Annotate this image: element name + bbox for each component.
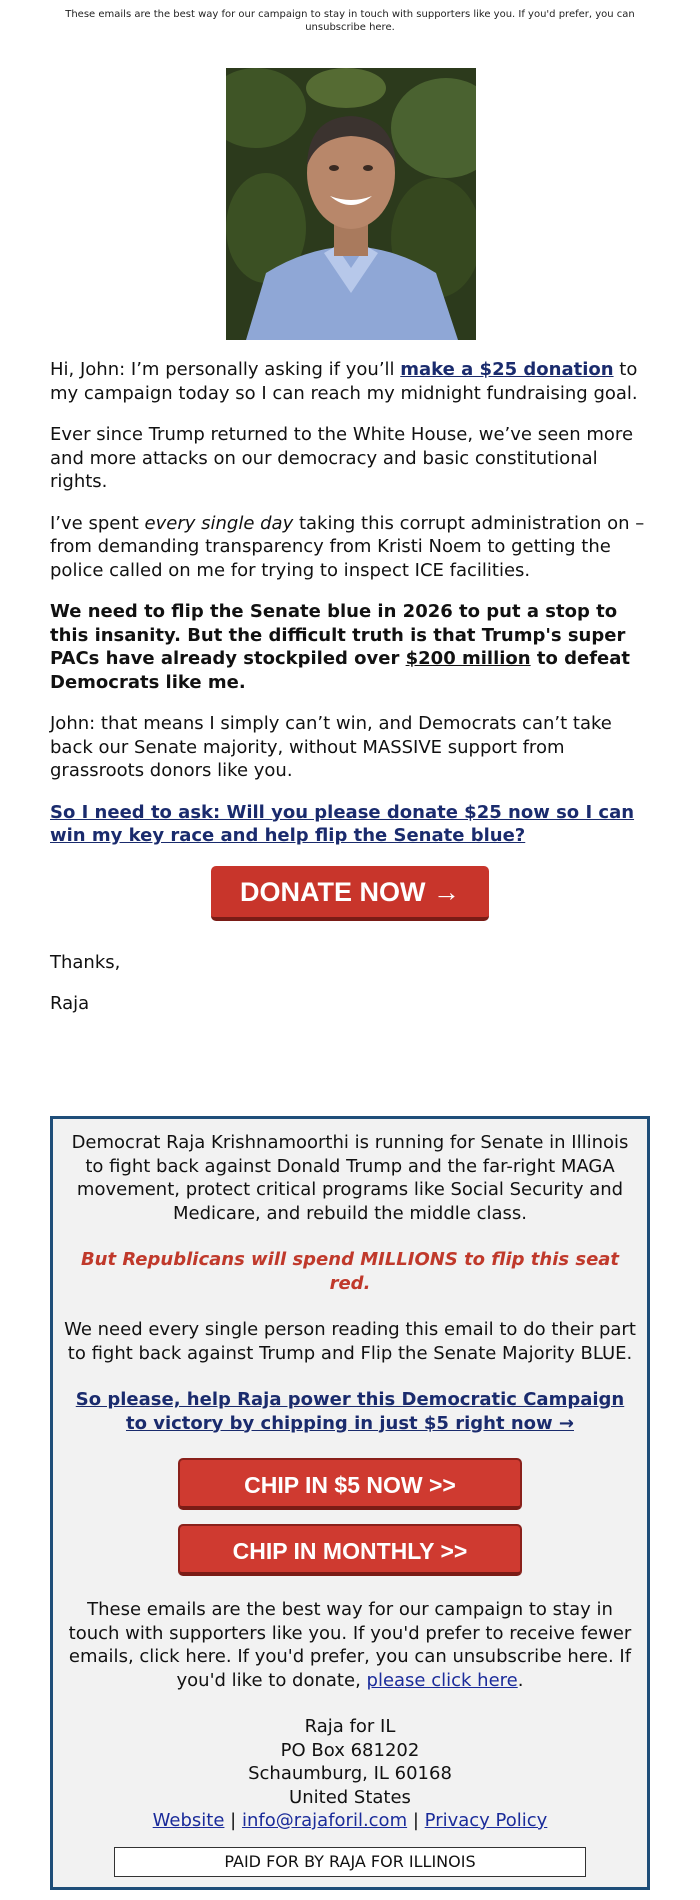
trump-paragraph: Ever since Trump returned to the White House, we’ve seen more and more attacks on our democracy and basic constitutional rights. [50, 424, 634, 492]
every-day-text: I’ve spent [50, 512, 145, 534]
signoff [50, 951, 650, 1016]
flip-senate-text-end: to defeat Democrats like me. [50, 648, 630, 693]
link-separator: | [412, 1810, 419, 1831]
footer-box [50, 1116, 650, 1890]
website-link[interactable]: Website [152, 1810, 225, 1831]
flip-senate-text: We need to flip the Senate blue in 2026 to put a stop to this insanity. But the difficult truth is that Trump's super PACs have already stockpiled over [50, 601, 626, 669]
thanks-text: Thanks, [50, 951, 121, 973]
chip-in-monthly-button[interactable]: CHIP IN MONTHLY >> [178, 1524, 522, 1576]
footer-warning: But Republicans will spend MILLIONS to flip this seat red. [80, 1249, 620, 1294]
address-line: Raja for IL [304, 1716, 396, 1737]
signature-text: Raja [50, 993, 90, 1014]
donate-25-link[interactable]: make a $25 donation [400, 359, 614, 380]
footer-links [63, 1809, 637, 1833]
disclaimer-text: These emails are the best way for our campaign to stay in touch with supporters like you. If you'd prefer to receive fewer emails, click here. If you'd prefer, you can unsubscribe here. If you'd like to donate, [68, 1599, 632, 1691]
address-line: PO Box 681202 [280, 1739, 420, 1761]
ask-paragraph [50, 801, 650, 848]
every-day-paragraph [50, 512, 650, 583]
footer-intro: Democrat Raja Krishnamoorthi is running for Senate in Illinois to fight back against Donald Trump and the far-right MAGA movement, protect critical programs like Social Security and Medicare, and rebuild the middle class. [71, 1132, 629, 1224]
intro-text: Hi, John: I’m personally asking if you’ll [50, 359, 401, 380]
email-body [50, 358, 650, 1034]
every-day-emphasis: every single day [144, 512, 294, 534]
candidate-photo [226, 68, 476, 340]
footer-ask: We need every single person reading this email to do their part to fight back against Trump and Flip the Senate Majority BLUE. [64, 1319, 636, 1364]
flip-senate-paragraph [50, 600, 650, 694]
address-line: United States [289, 1786, 411, 1808]
footer-disclaimer [63, 1598, 637, 1692]
super-pac-amount: $200 million [405, 648, 531, 669]
disclaimer-end: . [517, 1669, 524, 1691]
paid-for-disclaimer: PAID FOR BY RAJA FOR ILLINOIS [114, 1847, 586, 1877]
link-separator: | [230, 1810, 237, 1831]
chip-in-5-button[interactable]: CHIP IN $5 NOW >> [178, 1458, 522, 1510]
donate-now-button[interactable]: DONATE NOW → [211, 866, 489, 921]
please-click-here-link[interactable]: please click here [366, 1669, 518, 1691]
privacy-policy-link[interactable]: Privacy Policy [424, 1810, 548, 1831]
footer-cta-paragraph [63, 1388, 637, 1435]
address-line: Schaumburg, IL 60168 [248, 1763, 452, 1784]
intro-text-end: to my campaign today so I can reach my midnight fundraising goal. [50, 359, 638, 404]
cant-win-paragraph: John: that means I simply can’t win, and Democrats can’t take back our Senate majority, without MASSIVE support from grassroots donors like you. [50, 713, 612, 781]
donate-ask-link[interactable]: So I need to ask: Will you please donate $25 now so I can win my key race and help flip the Senate blue? [50, 801, 635, 846]
mailing-address [63, 1715, 637, 1833]
email-link[interactable]: info@rajaforil.com [241, 1810, 408, 1831]
every-day-text-end: taking this corrupt administration on – from demanding transparency from Kristi Noem to getting the police called on me for trying to inspect ICE facilities. [50, 512, 645, 581]
preheader-text: These emails are the best way for our campaign to stay in touch with supporters like you. If you'd prefer, you can unsubscribe here. [65, 9, 635, 33]
intro-paragraph [50, 358, 650, 405]
footer-cta-link[interactable]: So please, help Raja power this Democratic Campaign to victory by chipping in just $5 right now → [75, 1389, 625, 1434]
